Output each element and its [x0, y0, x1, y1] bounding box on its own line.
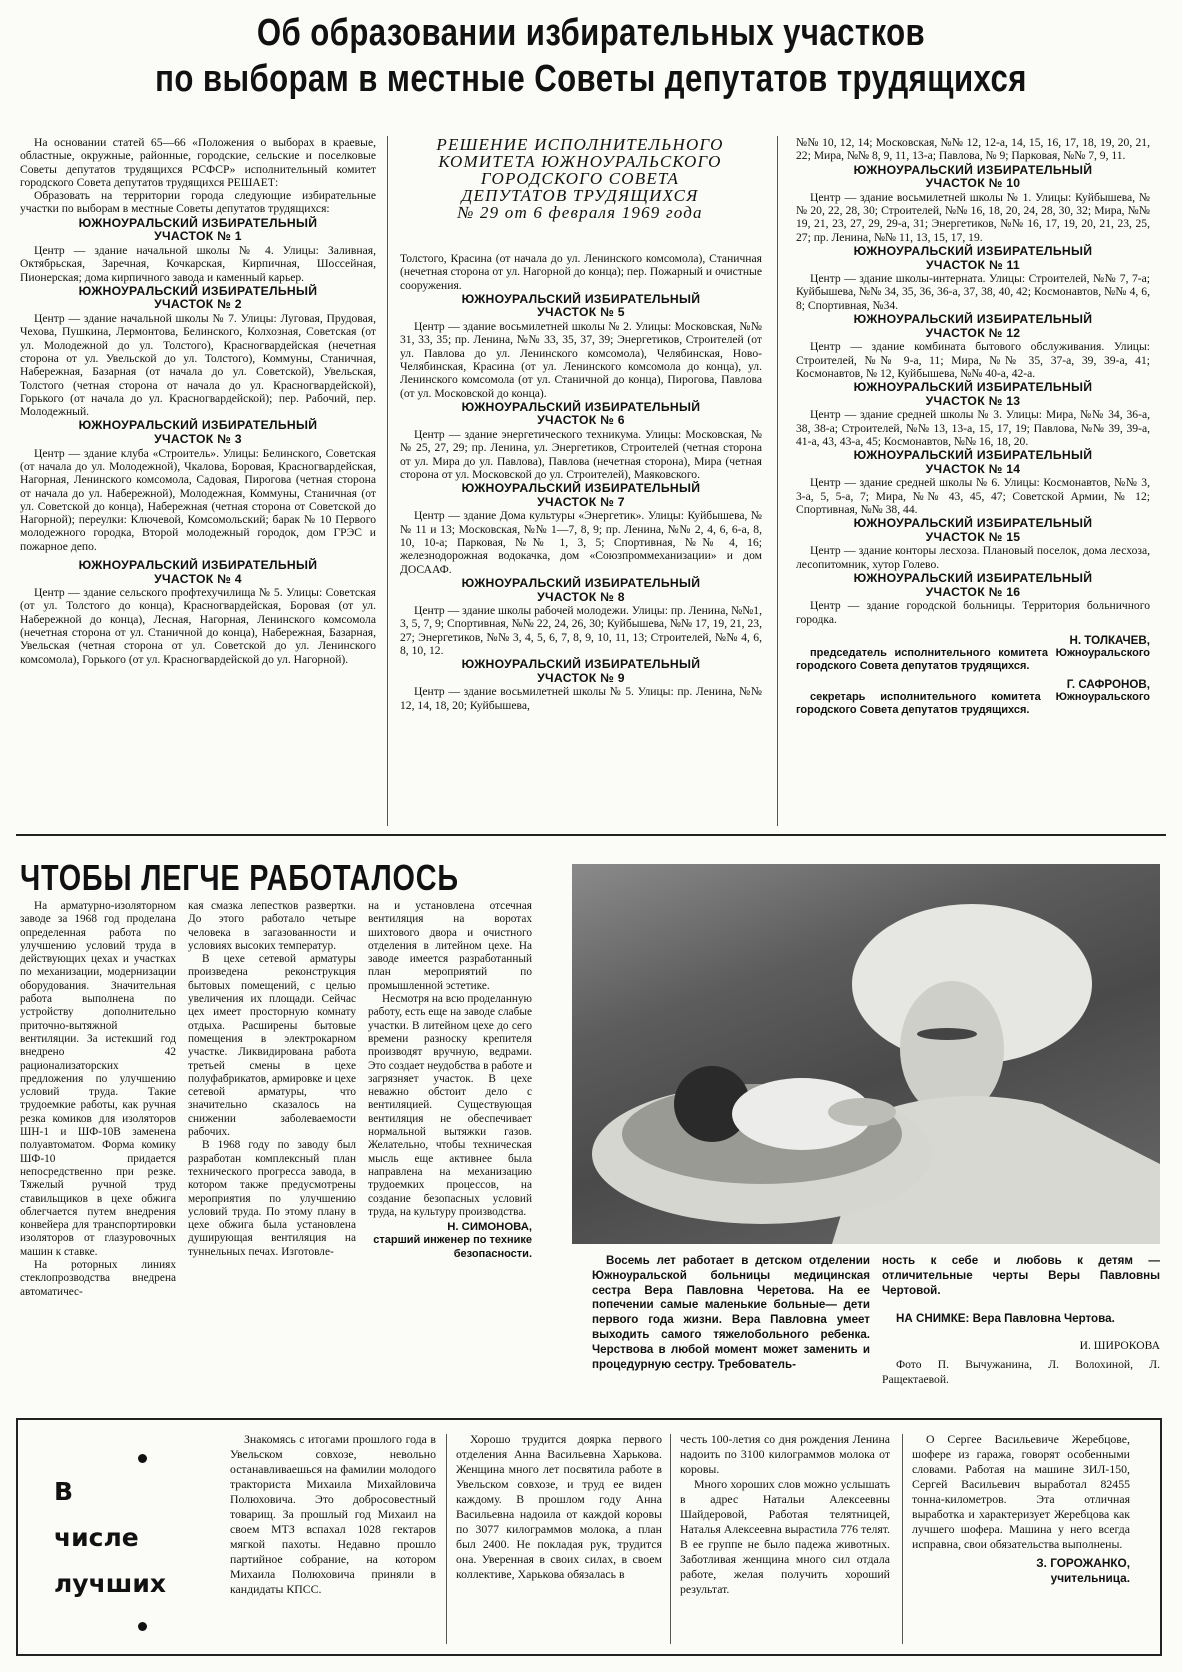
- district-paragraph: Центр — здание городской больницы. Территория больничного городка.: [796, 599, 1150, 626]
- district-heading: ЮЖНОУРАЛЬСКИЙ ИЗБИРАТЕЛЬНЫЙ УЧАСТОК № 6: [461, 399, 701, 428]
- best-workers-column-1: Знакомясь с итогами прошлого года в Увельском совхозе, невольно останавливаешься на фамилии молодого тракториста Михаила Михайловича Полюховича. Это добросовестный товарищ. За прошлый год Михаил на своем МТЗ вспахал 1028 гектаров мягкой пахоты. Недавно прошло партийное собрание, на котором Михаила Полюховича приняли в кандидаты КПСС.: [230, 1432, 436, 1596]
- photo-caption-right: ность к себе и любовь к детям — отличительные черты Веры Павловны Чертовой. НА СНИМКЕ: Вера Павловна Чертова. И. ШИРОКОВА Фото П. Вычужанина, Л. Волохиной, Л. Ращектаевой.: [882, 1254, 1160, 1386]
- district-paragraph: Центр — здание средней школы № 6. Улицы: Космонавтов, №№ 3, 3-а, 5, 5-а, 7; Мира, №№ 43, 45, 47; Советской Армии, № 12; Спортивная, №№ 38, 44.: [796, 476, 1150, 516]
- article-author-role: старший инженер по технике безопасности.: [373, 1234, 532, 1260]
- district-paragraph: Центр — здание энергетического техникума. Улицы: Московская, №№ 25, 27, 29; пр. Ленина, ул. Энергетиков, Строителей (четная сторона от ул. Мира до ул. Павлова), Павлова (нечетная сторона), Мира (четная сторона от ул. Московской до ул. Строителей), Маяковского.: [400, 428, 762, 481]
- column-divider: [446, 1434, 447, 1644]
- photo-caption-left: Восемь лет работает в детском отделении Южноуральской больницы медицинская сестра Вера Павловна Черетова. На ее попечении самые маленькие больные— дети первого года жизни. Вера Павловна умеет выходить самого тяжелобольного ребенка. Черствова в любой момент может заменить и процедурную сестру. Требователь-: [592, 1254, 870, 1371]
- district-paragraph: Центр — здание комбината бытового обслуживания. Улицы: Строителей, №№ 9-а, 11; Мира, №№ 35, 37-а, 39, 39-а, 41; Космонавтов, № 12, Куйбышева, №№ 40-а, 42-а.: [796, 340, 1150, 380]
- nurse-and-baby-illustration: [572, 864, 1160, 1244]
- section-divider: [16, 834, 1166, 836]
- news-photo: [572, 864, 1160, 1244]
- district-heading: ЮЖНОУРАЛЬСКИЙ ИЗБИРАТЕЛЬНЫЙ УЧАСТОК № 13: [853, 380, 1093, 408]
- district-heading: ЮЖНОУРАЛЬСКИЙ ИЗБИРАТЕЛЬНЫЙ УЧАСТОК № 16: [853, 571, 1093, 599]
- district-heading: ЮЖНОУРАЛЬСКИЙ ИЗБИРАТЕЛЬНЫЙ УЧАСТОК № 9: [461, 657, 701, 685]
- column-divider: [777, 136, 778, 826]
- district-heading: ЮЖНОУРАЛЬСКИЙ ИЗБИРАТЕЛЬНЫЙ УЧАСТОК № 2: [78, 283, 318, 312]
- district-paragraph: Центр — здание школы-интерната. Улицы: Строителей, №№ 7, 7-а; Куйбышева, №№ 34, 35, 36, 36-а, 37, 38, 40, 42; Космонавтов, №№ 4, 6, 8; Спортивная, №34.: [796, 272, 1150, 312]
- district-heading: ЮЖНОУРАЛЬСКИЙ ИЗБИРАТЕЛЬНЫЙ УЧАСТОК № 14: [853, 448, 1093, 476]
- photo-credit: Фото П. Вычужанина, Л. Волохиной, Л. Ращектаевой.: [882, 1357, 1160, 1386]
- district-heading: ЮЖНОУРАЛЬСКИЙ ИЗБИРАТЕЛЬНЫЙ УЧАСТОК № 8: [461, 575, 701, 604]
- district-paragraph: Центр — здание средней школы № 3. Улицы: Мира, №№ 34, 36-а, 38, 38-а; Строителей, №№ 13, 13-а, 15, 17, 19; Павлова, №№ 39, 39-а, 41-а, 43, 43-а, 45; Космонавтов, №№ 16, 18, 20.: [796, 408, 1150, 448]
- district-heading: ЮЖНОУРАЛЬСКИЙ ИЗБИРАТЕЛЬНЫЙ УЧАСТОК № 10: [853, 162, 1093, 191]
- best-workers-column-2: Хорошо трудится доярка первого отделения Анна Васильевна Харькова. Женщина много лет посвятила работе в Увельском совхозе, и труд ее виден каждому. В прошлом году Анна Васильевна надоила от каждой коровы по 3077 килограммов молока, а план был 2400. Не покладая рук, трудится она. Уверенная в своих силах, в своем коллективе, Харькова обязалась в: [456, 1432, 662, 1581]
- decision-heading: РЕШЕНИЕ ИСПОЛНИТЕЛЬНОГО КОМИТЕТА ЮЖНОУРАЛЬСКОГО ГОРОДСКОГО СОВЕТА ДЕПУТАТОВ ТРУДЯЩИХСЯ № 29 от 6 февраля 1969 года: [436, 135, 724, 222]
- district-heading: ЮЖНОУРАЛЬСКИЙ ИЗБИРАТЕЛЬНЫЙ УЧАСТОК № 7: [461, 481, 701, 509]
- district-heading: ЮЖНОУРАЛЬСКИЙ ИЗБИРАТЕЛЬНЫЙ УЧАСТОК № 4: [78, 557, 318, 586]
- caption-author: И. ШИРОКОВА: [1079, 1339, 1160, 1353]
- district-heading: ЮЖНОУРАЛЬСКИЙ ИЗБИРАТЕЛЬНЫЙ УЧАСТОК № 15: [853, 516, 1093, 544]
- district-paragraph: Центр — здание восьмилетней школы № 1. Улицы: Куйбышева, №№ 20, 22, 28, 30; Строителей, №№ 16, 18, 20, 24, 28, 30, 32; Мира, №№ 19, 21, 23, 27, 29, 29-а, 31; Энергетиков, №№ 16, 17, 19, 20, 21, 23, 25, 27; пр. Ленина, №№ 11, 13, 15, 17, 19.: [796, 190, 1150, 244]
- district-paragraph: Центр — здание начальной школы № 4. Улицы: Заливная, Октябрьская, Заречная, Кочкарская, Кирпичная, Шоссейная, Пионерская; дома кирпичного завода и каменный карьер.: [20, 243, 376, 284]
- article-author-role: учительница.: [1050, 1571, 1130, 1585]
- election-column-3: [796, 136, 1150, 718]
- column-divider: [902, 1434, 903, 1644]
- headline-line-1: Об образовании избирательных участков: [256, 12, 926, 54]
- article-author: Н. СИМОНОВА,: [447, 1221, 532, 1234]
- signature-name: Г. САФРОНОВ,: [1066, 677, 1150, 691]
- article-column-1: На арматурно-изоляторном заводе за 1968 год проделана определенная работа по улучшению условий труда в действующих цехах и участках по механизации, модернизации оборудования. Значительная работа выполнена по устройству дополнительно приточно-вытяжной вентиляции. За истекший год внедрено 42 рационализаторских предложения по улучшению условий труда. Такие трудоемкие работы, как ручная резка комиков для изоляторов ШН-1 и ШФ-10В заменена полуавтоматом. Форма комику ШФ-10 придается непосредственно при резке. Тяжелый ручной труд ставильщиков в цехе обжига облегчается путем внедрения конвейера для транспортировки изоляторов от глазуровочных машин к ставке. На роторных линиях стеклопрозводства внедрена автоматичес-: [20, 900, 176, 1298]
- district-paragraph: Центр — здание школы рабочей молодежи. Улицы: пр. Ленина, №№1, 3, 5, 7, 9; Спортивная, №№ 22, 24, 26, 30; Куйбышева, №№ 17, 19, 21, 23, 27; Энергетиков, №№ 3, 4, 5, 6, 7, 8, 9, 10, 11, 13; Строителей, №№ 4, 6, 8, 10, 12.: [400, 604, 762, 657]
- district-heading: ЮЖНОУРАЛЬСКИЙ ИЗБИРАТЕЛЬНЫЙ УЧАСТОК № 11: [853, 243, 1093, 272]
- district-paragraph: Центр — здание сельского профтехучилища № 5. Улицы: Советская (от ул. Толстого до конца), Красногвардейская, Боровая (от ул. Набережной до конца), Лесная, Нагорная, Ленинского комсомола (нечетная сторона от ул. Станичной до конца), Набережная, Базарная, Увельская (четная сторона от ул. Советской до ул. Ленинского комсомола), Горького (от ул. Красногвардейской до ул. Нагорной).: [20, 586, 376, 666]
- district-heading: ЮЖНОУРАЛЬСКИЙ ИЗБИРАТЕЛЬНЫЙ УЧАСТОК № 3: [78, 418, 318, 447]
- district-paragraph: №№ 10, 12, 14; Московская, №№ 12, 12-а, 14, 15, 16, 17, 18, 19, 20, 21, 22; Мира, №№ 8, 9, 11, 13-а; Павлова, № 9; Парковая, №№ 7, 9, 11.: [796, 136, 1150, 163]
- district-paragraph: Центр — здание клуба «Строитель». Улицы: Белинского, Советская (от начала до ул. Молодежной), Чкалова, Боровая, Красногвардейская, Нагорная, Ленинского комсомола, Садовая, Пирогова (четная сторона от начала до ул. Набережной), Молодежная, Коммуны, Станичная (от ул. Советской до конца), Набережная (четная сторона от Советской до Нагорной); переулки: Ключевой, Комсомольский; барак № 10 Первого молодежного городка, Второй молодежный городок, дом ГРЭС и пожарное депо.: [20, 446, 376, 553]
- intro-paragraph: На основании статей 65—66 «Положения о выборах в краевые, областные, окружные, районные, городские, сельские и поселковые Советы депутатов трудящихся РСФСР» исполнительный комитет городского Совета депутатов трудящихся РЕШАЕТ:: [20, 136, 376, 189]
- election-column-1: [20, 136, 376, 666]
- signature-name: Н. ТОЛКАЧЕВ,: [1069, 633, 1150, 647]
- signature-role: секретарь исполнительного комитета Южноуральского городского Совета депутатов трудящихся.: [796, 691, 1150, 717]
- best-workers-column-3: честь 100-летия со дня рождения Ленина надоить по 3100 килограммов молока от коровы. Много хороших слов можно услышать в адрес Натальи Алексеевны Шайдеровой, Работая телятницей, Наталья Алексеевна вырастила 776 телят. В ее группе не было падежа животных. Заботливая женщина много сил отдала работе, желая получить хороший результат.: [680, 1432, 890, 1596]
- district-paragraph: Толстого, Красина (от начала до ул. Ленинского комсомола), Станичная (нечетная сторона от ул. Нагорной до конца); пер. Пожарный и очистные сооружения.: [400, 252, 762, 292]
- headline-line-2: по выборам в местные Советы депутатов трудящихся: [155, 58, 1027, 100]
- side-heading-line-3: лучших: [54, 1569, 166, 1598]
- best-workers-column-4: О Сергее Васильевиче Жеребцове, шофере из гаража, говорят особенными словами. Работая на машине ЗИЛ-150, Сергей Васильевич выработал 82455 тонна-километров. Эта отличная выработка и характеризует Жеребцова как лучшего шофера. Машина у него всегда исправна, свои обязательства выполнены. З. ГОРОЖАНКО, учительница.: [912, 1432, 1130, 1585]
- district-paragraph: Центр — здание начальной школы № 7. Улицы: Луговая, Прудовая, Чехова, Пушкина, Лермонтова, Белинского, Колхозная, Советская (от ул. Молодежной до ул. Толстого), Красногвардейская (нечетная сторона от ул. Увельской до ул. Толстого), Коммуны, Станичная, Набережная, Базарная (от начала до ул. Советской), Увельская, Толстого (четная сторона от начала до ул. Красногвардейской), Горького (от начала до ул. Красногвардейской); пер. Рабочий, пер. Молодежный.: [20, 312, 376, 419]
- side-heading: [40, 1432, 210, 1642]
- district-heading: ЮЖНОУРАЛЬСКИЙ ИЗБИРАТЕЛЬНЫЙ УЧАСТОК № 12: [853, 312, 1093, 340]
- side-heading-line-2: числе: [54, 1523, 139, 1552]
- side-heading-line-1: В: [54, 1477, 74, 1506]
- column-divider: [670, 1434, 671, 1644]
- main-headline: [106, 10, 1075, 102]
- district-paragraph: Центр — здание конторы лесхоза. Плановый поселок, дома лесхоза, лесопитомник, хутор Голево.: [796, 544, 1150, 571]
- article-column-2: кая смазка лепестков развертки. До этого работало четыре человека в загазованности и условиях высоких температур. В цехе сетевой арматуры произведена реконструкция бытовых помещений, с целью увеличения их площади. Сейчас цех имеет просторную комнату отдыха. Расширены бытовые помещения в электрокарном участке. Ликвидирована работа третьей смены в цехе полуфабрикатов, армировке и цехе сетевой арматуры, что значительно сказалось на снижении заболеваемости рабочих. В 1968 году по заводу был разработан комплексный план технического прогресса завода, в котором также предусмотрены мероприятия по улучшению условий труда. По этому плану в цехе обжига была установлена душирующая вентиляция на туннельных печах. Изготовле-: [188, 900, 356, 1258]
- photo-subject: НА СНИМКЕ: Вера Павловна Чертова.: [896, 1312, 1115, 1326]
- bullet-dot: [138, 1454, 147, 1463]
- article-title: ЧТОБЫ ЛЕГЧЕ РАБОТАЛОСЬ: [20, 857, 459, 898]
- bullet-dot: [138, 1622, 147, 1631]
- district-heading: ЮЖНОУРАЛЬСКИЙ ИЗБИРАТЕЛЬНЫЙ УЧАСТОК № 5: [461, 291, 701, 320]
- intro-paragraph-2: Образовать на территории города следующие избирательные участки по выборам в местные Советы депутатов трудящихся:: [20, 189, 376, 216]
- article-column-3: на и установлена отсечная вентиляция на воротах шихтового двора и очистного отделения в литейном цехе. На заводе имеется разработанный план мероприятий по промышленной эстетике. Несмотря на всю проделанную работу, есть еще на заводе слабые участки. В литейном цехе до сего времени разноску крепителя производят вручную, ведрами. Это создает неудобства в работе и загрязняет участок. В цехе неважно обстоит дело с вентиляцией. Существующая вентиляция не обеспечивает нормальной вытяжки газов. Желательно, чтобы техническая мысль еще активнее была направлена на механизацию трудоемких процессов, на создание безопасных условий труда, на культуру производства. Н. СИМОНОВА, старший инженер по технике безопасности.: [368, 900, 532, 1260]
- district-paragraph: Центр — здание восьмилетней школы № 5. Улицы: пр. Ленина, №№ 12, 14, 18, 20; Куйбышева,: [400, 685, 762, 712]
- election-column-2: [400, 252, 762, 712]
- district-paragraph: Центр — здание восьмилетней школы № 2. Улицы: Московская, №№ 31, 33, 35; пр. Ленина, №№ 33, 35, 37, 39; Энергетиков, Строителей (от ул. Павлова до ул. Ленинского комсомола), Челябинская, Ново-Челябинская, Красина (от ул. Ленинского комсомола до конца), ул. Ленинского комсомола (от ул. Станичной до конца), Пирогова, Павлова (от ул. Московской до конца).: [400, 320, 762, 400]
- district-paragraph: Центр — здание Дома культуры «Энергетик». Улицы: Куйбышева, №№ 11 и 13; Московская, №№ 1—7, 8, 9; пр. Ленина, №№ 2, 4, 6, 6-а, 8, 10, 10-а; Парковая, №№ 1, 3, 5; Спортивная, №№ 4, 16; железнодорожная водокачка, дом «Союзпроммеханизации» и дом ДОСААФ.: [400, 509, 762, 576]
- signature-role: председатель исполнительного комитета Южноуральского городского Совета депутатов трудящихся.: [796, 647, 1150, 673]
- article-author: З. ГОРОЖАНКО,: [1036, 1556, 1130, 1570]
- district-heading: ЮЖНОУРАЛЬСКИЙ ИЗБИРАТЕЛЬНЫЙ УЧАСТОК № 1: [78, 215, 318, 244]
- column-divider: [387, 136, 388, 826]
